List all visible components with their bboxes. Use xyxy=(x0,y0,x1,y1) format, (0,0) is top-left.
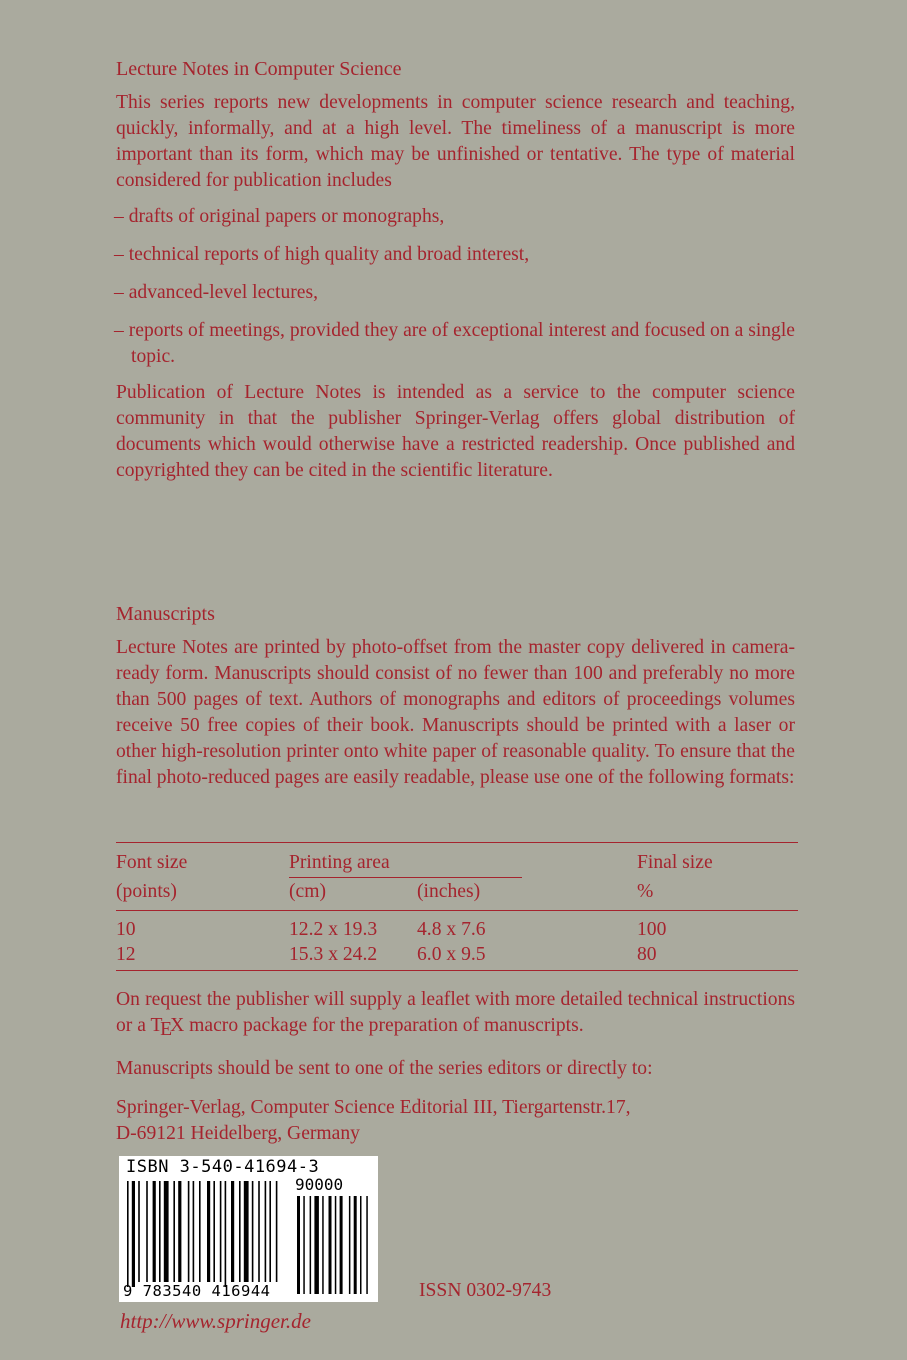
address-line: D-69121 Heidelberg, Germany xyxy=(116,1123,360,1145)
isbn-barcode xyxy=(119,1156,378,1302)
addon-bar xyxy=(329,1196,332,1294)
barcode-bar xyxy=(146,1181,148,1282)
table-cell-font: 10 xyxy=(116,919,136,940)
printing-area-rule xyxy=(289,877,522,878)
barcode-bar xyxy=(239,1181,241,1282)
material-list xyxy=(114,204,795,370)
table-cell-font: 12 xyxy=(116,944,136,965)
tex-logo: TEX xyxy=(150,1015,185,1041)
addon-bar xyxy=(354,1196,357,1294)
addon-bar xyxy=(322,1196,324,1294)
header-final-size: Final size xyxy=(637,852,713,873)
addon-bar xyxy=(366,1196,368,1294)
barcode-bar xyxy=(265,1181,267,1282)
ean-digits: 9 783540 416944 xyxy=(123,1282,271,1300)
formats-table xyxy=(116,842,798,972)
barcode-bar xyxy=(252,1181,254,1282)
publisher-address xyxy=(116,1095,795,1147)
manuscripts-heading: Manuscripts xyxy=(116,603,215,625)
header-points: (points) xyxy=(116,881,177,902)
table-cell-final: 80 xyxy=(637,944,657,965)
issn-number: ISSN 0302-9743 xyxy=(419,1280,552,1301)
publisher-url[interactable]: http://www.springer.de xyxy=(120,1309,311,1333)
table-header-rule xyxy=(116,910,798,911)
barcode-bar xyxy=(231,1181,234,1282)
addon-bar xyxy=(360,1196,362,1294)
isbn-label: ISBN 3-540-41694-3 xyxy=(126,1157,320,1177)
barcode-bar xyxy=(193,1181,195,1282)
barcode-bar xyxy=(153,1181,156,1282)
series-section xyxy=(116,52,795,791)
addon-bar xyxy=(349,1196,351,1294)
addon-bar xyxy=(340,1196,343,1294)
barcode-bar xyxy=(132,1181,135,1287)
table-cell-cm: 12.2 x 19.3 xyxy=(289,919,378,940)
barcode-bar xyxy=(220,1181,222,1282)
barcode-bar xyxy=(244,1181,249,1282)
addon-bar xyxy=(297,1196,300,1294)
header-font-size: Font size xyxy=(116,852,188,873)
series-intro: This series reports new developments in computer science research and teaching, quickly, informally, and at a high level. The timeliness of a manuscript is more important than its form, which may be unfinished or tentative. The type of material considered for publication includes xyxy=(116,92,795,191)
addon-bar xyxy=(310,1196,312,1294)
list-item: – technical reports of high quality and broad interest, xyxy=(114,244,530,265)
barcode-bar xyxy=(225,1181,227,1287)
list-item: – drafts of original papers or monographs, xyxy=(114,206,445,227)
barcode-bar xyxy=(207,1181,210,1282)
barcode-bar xyxy=(276,1181,278,1282)
header-percent: % xyxy=(637,881,654,902)
barcode-bar xyxy=(164,1181,169,1282)
header-cm: (cm) xyxy=(289,881,326,902)
send-to-paragraph: Manuscripts should be sent to one of the series editors or directly to: xyxy=(116,1058,653,1080)
barcode-bar xyxy=(188,1181,190,1282)
table-cell-final: 100 xyxy=(637,919,667,940)
addon-digits: 90000 xyxy=(295,1175,344,1194)
header-inches: (inches) xyxy=(417,881,481,902)
addon-bar xyxy=(335,1196,337,1294)
barcode-bar xyxy=(138,1181,140,1282)
request-paragraph: On request the publisher will supply a leaflet with more detailed technical instructions or a TEX macro package for the preparation of manuscripts. xyxy=(116,989,795,1041)
barcode-bar xyxy=(258,1181,260,1282)
barcode-bar xyxy=(127,1181,129,1287)
header-printing-area: Printing area xyxy=(289,852,390,873)
table-cell-inches: 4.8 x 7.6 xyxy=(417,919,486,940)
barcode-bar xyxy=(213,1181,215,1282)
barcode-bar xyxy=(173,1181,175,1282)
series-heading: Lecture Notes in Computer Science xyxy=(116,58,402,80)
manuscripts-paragraph: Lecture Notes are printed by photo-offset from the master copy delivered in camera-ready form. Manuscripts should consist of no fewer than 100 and preferably no more than 500 pages of text. Authors of monographs and editors of proceedings volumes receive 50 free copies of their book. Manuscripts should be printed with a laser or other high-resolution printer onto white paper of reasonable quality. To ensure that the final photo-reduced pages are easily readable, please use one of the following formats: xyxy=(116,637,795,788)
addon-bar xyxy=(314,1196,319,1294)
list-item: – advanced-level lectures, xyxy=(114,282,318,303)
barcode-bar xyxy=(269,1181,271,1282)
addon-bar xyxy=(303,1196,305,1294)
table-cell-inches: 6.0 x 9.5 xyxy=(417,944,486,965)
barcode-bar xyxy=(178,1181,181,1282)
list-item: – reports of meetings, provided they are of exceptional interest and focused on a single topic. xyxy=(114,320,795,367)
barcode-bar xyxy=(159,1181,161,1282)
barcode-bar xyxy=(199,1181,201,1282)
table-bottom-rule xyxy=(116,970,798,971)
submission-section xyxy=(116,987,795,1147)
table-top-rule xyxy=(116,842,798,843)
publication-paragraph: Publication of Lecture Notes is intended as a service to the computer science community in that the publisher Springer-Verlag offers global distribution of documents which would otherwise have a restricted readership. Once published and copyrighted they can be cited in the scientific literature. xyxy=(116,382,795,481)
address-line: Springer-Verlag, Computer Science Editorial III, Tiergartenstr.17, xyxy=(116,1097,631,1119)
table-cell-cm: 15.3 x 24.2 xyxy=(289,944,378,965)
